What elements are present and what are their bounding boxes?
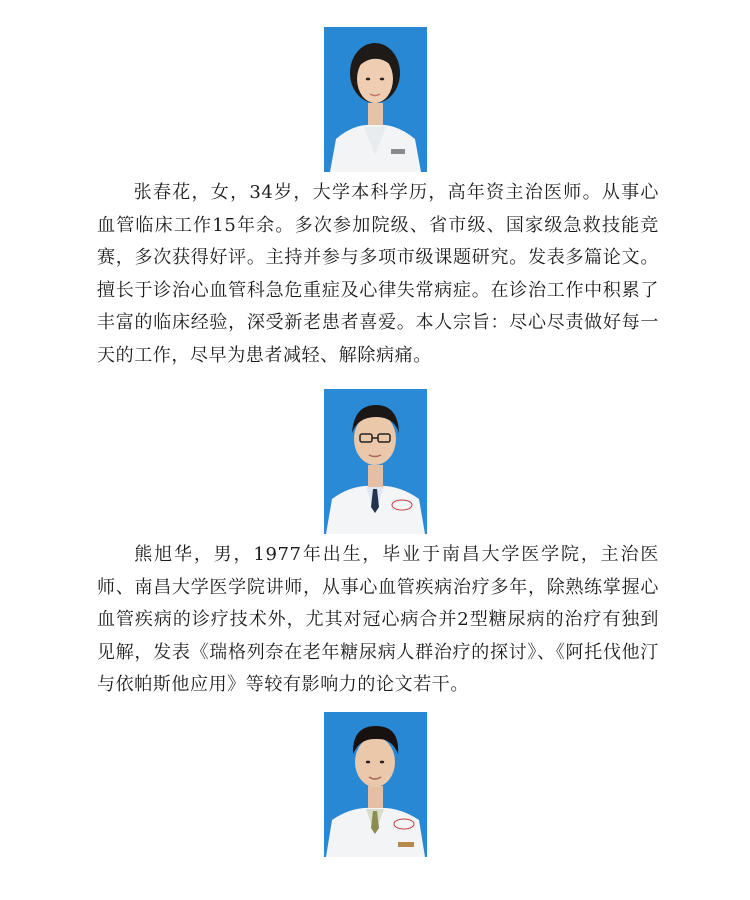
doctor-bio-1 — [97, 177, 659, 372]
doctor-bio-text-1: 张春花，女，34岁，大学本科学历，高年资主治医师。从事心血管临床工作15年余。多次参加院级、省市级、国家级急救技能竞赛，多次获得好评。主持并参与多项市级课题研究。发表多篇论文。擅长于诊治心血管科急危重症及心律失常病症。在诊治工作中积累了丰富的临床经验，深受新老患者喜爱。本人宗旨：尽心尽责做好每一天的工作，尽早为患者减轻、解除病痛。 — [97, 182, 659, 366]
doctor-photo-3 — [324, 712, 427, 857]
doctor-portrait-3 — [324, 712, 427, 857]
doctor-photo-2 — [324, 389, 427, 534]
doctor-bio-text-2: 熊旭华，男，1977年出生，毕业于南昌大学医学院，主治医师、南昌大学医学院讲师，从事心血管疾病治疗多年，除熟练掌握心血管疾病的诊疗技术外，尤其对冠心病合并2型糖尿病的治疗有独到见解，发表《瑞格列奈在老年糖尿病人群治疗的探讨》、《阿托伐他汀与依帕斯他应用》等较有影响力的论文若干。 — [97, 544, 659, 695]
doctor-photo-1 — [324, 27, 427, 172]
doctor-portrait-1 — [324, 27, 427, 172]
doctor-bio-2 — [97, 539, 659, 702]
doctor-portrait-2 — [324, 389, 427, 534]
